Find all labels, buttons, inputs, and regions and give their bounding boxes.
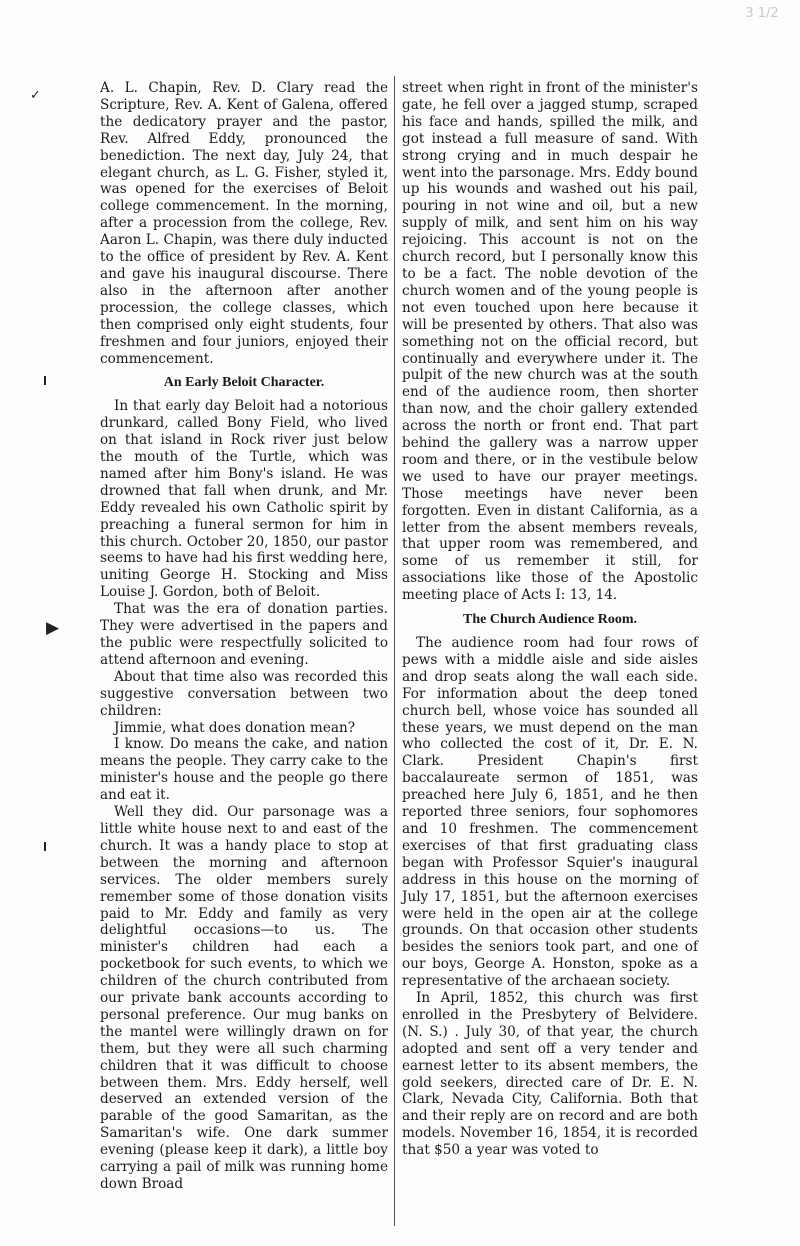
paragraph: street when right in front of the minister's gate, he fell over a jagged stump, scraped his face and hands, spilled the milk, and got instead a full measure of sand. With strong crying and in much despair he went into the parsonage. Mrs. Eddy bound up his wounds and washed out his pail, pouring in not wine and oil, but a new supply of milk, and sent him on his way rejoicing. This account is not on the church record, but I personally know this to be a fact. The noble devotion of the church women and of the young people is not even touched upon here because it will be presented by others. That also was something not on the official record, but continually and everywhere under it. The pulpit of the new church was at the south end of the audience room, then shorter than now, and the choir gallery extended across the north or front end. That part behind the gallery was a narrow upper room and there, or in the vestibule below we used to have our prayer meetings. Those meetings have never been forgotten. Even in distant California, as a letter from the absent members reveals, that upper room was remembered, and some of us remember it still, for associations like those of the Apostolic meeting place of Acts I: 13, 14. xyxy=(402,80,698,604)
section-heading: An Early Beloit Character. xyxy=(163,375,325,391)
section-heading: The Church Audience Room. xyxy=(463,612,637,628)
paragraph: The audience room had four rows of pews with a middle aisle and side aisles and drop seats along the wall each side. For information about the deep toned church bell, whose voice has sounded all these years, we must depend on the man who collected the cost of it, Dr. E. N. Clark. President Chapin's first baccalaureate sermon of 1851, was preached here July 6, 1851, and he then reported three seniors, four sophomores and 10 freshmen. The commencement exercises of that first graduating class began with Professor Squier's inaugural address in this house on the morning of July 17, 1851, but the afternoon exercises were held in the open air at the college grounds. On that occasion other students besides the seniors took part, and one of our boys, George A. Honston, spoke as a representative of the archaean society. xyxy=(402,635,698,990)
paragraph: About that time also was recorded this suggestive conversation between two children: xyxy=(100,668,388,719)
paragraph: In April, 1852, this church was first enrolled in the Presbytery of Belvidere. (N. S.) . July 30, of that year, the church adopted and sent off a very tender and earnest letter to its absent members, the gold seekers, directed care of Dr. E. N. Clark, Nevada City, California. Both that and their reply are on record and are both models. November 16, 1854, it is recorded that $50 a year was voted to xyxy=(402,990,698,1159)
archive-stamp: 3 1/2 xyxy=(745,6,779,21)
margin-tick xyxy=(44,842,46,851)
column-divider xyxy=(394,76,395,1226)
check-mark-icon: ✓ xyxy=(30,88,41,103)
margin-tick xyxy=(44,376,46,385)
left-column xyxy=(100,80,388,1193)
paragraph: That was the era of donation parties. They were advertised in the papers and the public were respectfully solicited to attend afternoon and evening. xyxy=(100,601,388,668)
arrow-marker-icon: ▶ xyxy=(46,618,60,638)
paragraph: In that early day Beloit had a notorious drunkard, called Bony Field, who lived on that island in Rock river just below the mouth of the Turtle, which was named after him Bony's island. He was drowned that fall when drunk, and Mr. Eddy revealed his own Catholic spirit by preaching a funeral sermon for him in this church. October 20, 1850, our pastor seems to have had his first wedding here, uniting George H. Stocking and Miss Louise J. Gordon, both of Beloit. xyxy=(100,398,388,601)
paragraph: A. L. Chapin, Rev. D. Clary read the Scripture, Rev. A. Kent of Galena, offered the dedicatory prayer and the pastor, Rev. Alfred Eddy, pronounced the benediction. The next day, July 24, that elegant church, as L. G. Fisher, styled it, was opened for the exercises of Beloit college commencement. In the morning, after a procession from the college, Rev. Aaron L. Chapin, was there duly inducted to the office of president by Rev. A. Kent and gave his inaugural discourse. There also in the afternoon after another procession, the college classes, which then comprised only eight students, four freshmen and four juniors, enjoyed their commencement. xyxy=(100,80,388,367)
paragraph: Well they did. Our parsonage was a little white house next to and east of the church. It was a handy place to stop at between the morning and afternoon services. The older members surely remember some of those donation visits paid to Mr. Eddy and family as very delightful occasions—to us. The minister's children had each a pocketbook for such events, to which we children of the church contributed from our private bank accounts according to personal preference. Our mug banks on the mantel were willingly drawn on for them, but they were all such charming children that it was difficult to choose between them. Mrs. Eddy herself, well deserved an extended version of the parable of the good Samaritan, as the Samaritan's wife. One dark summer evening (please keep it dark), a little boy carrying a pail of milk was running home down Broad xyxy=(100,804,388,1192)
dialogue-question: Jimmie, what does donation mean? xyxy=(114,719,356,736)
dialogue-answer: I know. Do means the cake, and nation means the people. They carry cake to the minister's house and the people go there and eat it. xyxy=(100,736,388,804)
right-column xyxy=(402,80,698,1159)
